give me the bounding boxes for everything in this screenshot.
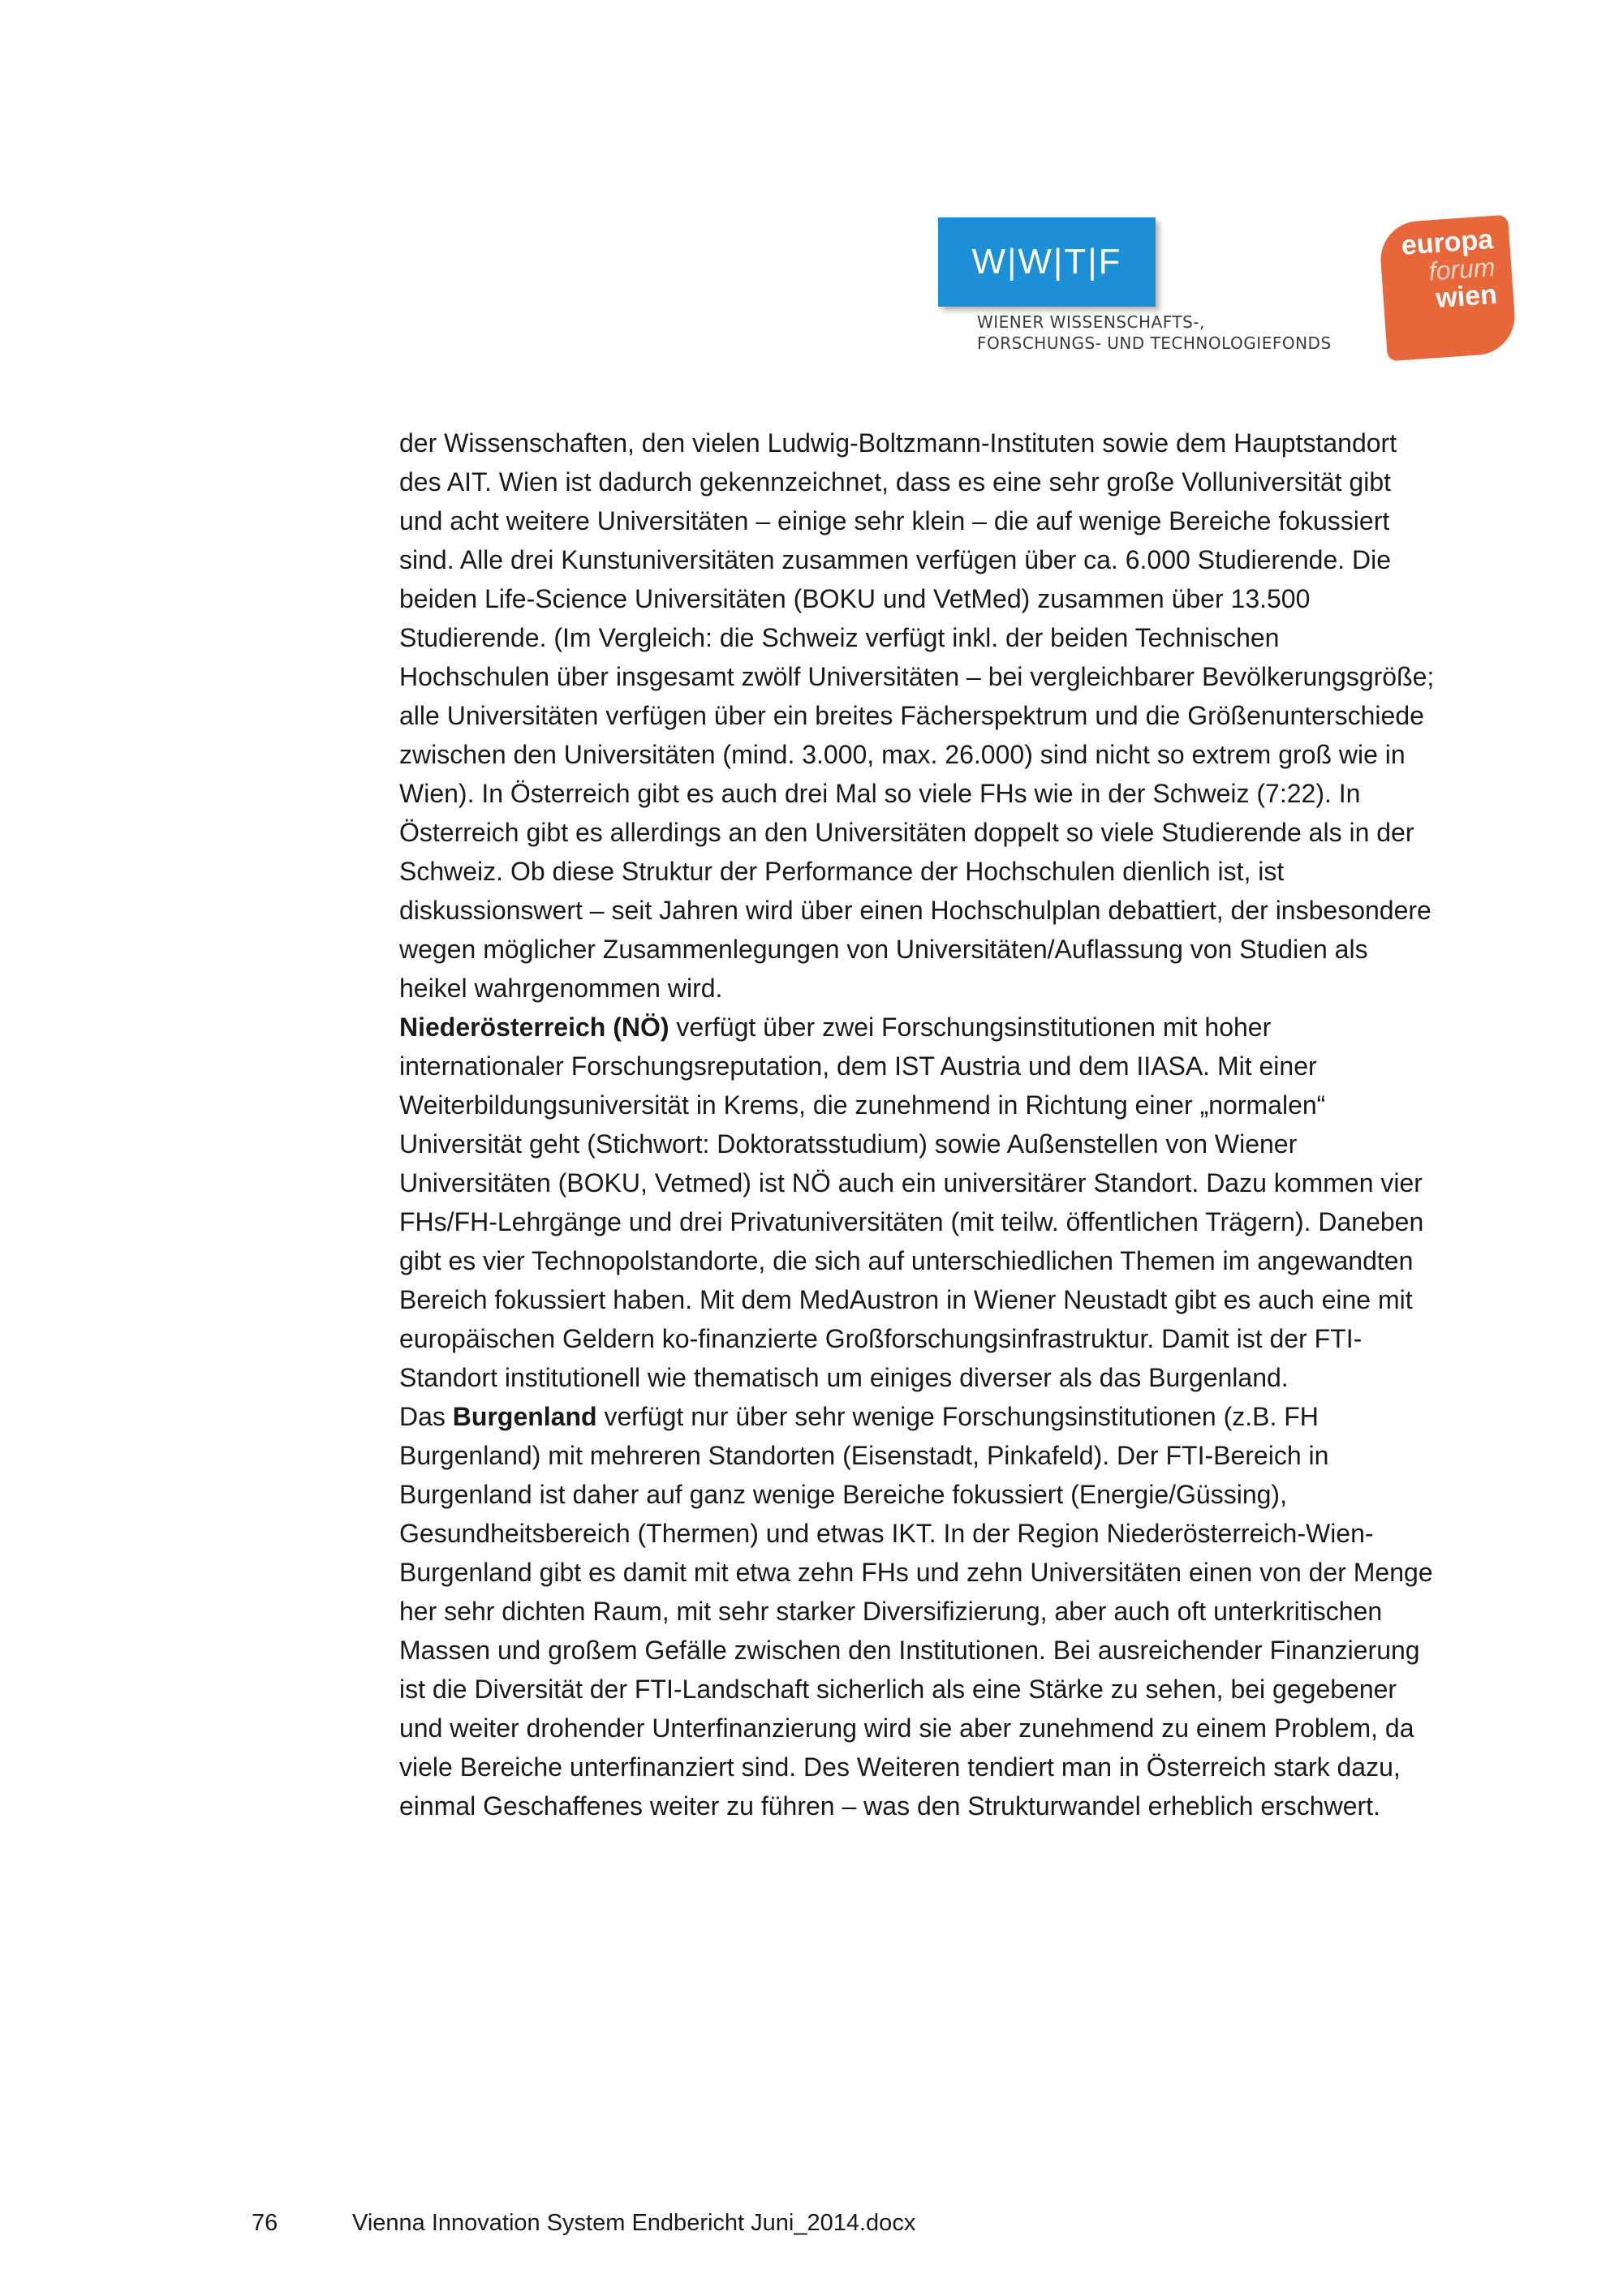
text-line: Burgenland gibt es damit mit etwa zehn FHs und zehn Universitäten einen von der Menge [399,1558,1433,1587]
text-line: einmal Geschaffenes weiter zu führen – was den Strukturwandel erheblich erschwert. [399,1791,1380,1821]
text-line: wegen möglicher Zusammenlegungen von Universitäten/Auflassung von Studien als [399,935,1368,964]
europa-forum-wien-logo-text [1400,223,1499,315]
page-number: 76 [252,2210,278,2236]
text-line: Massen und großem Gefälle zwischen den Institutionen. Bei ausreichender Finanzierung [399,1636,1420,1665]
text-line: zwischen den Universitäten (mind. 3.000, max. 26.000) sind nicht so extrem groß wie in [399,740,1406,769]
bold-term-burgenland: Burgenland [452,1402,597,1431]
text-line: Universität geht (Stichwort: Doktoratsstudium) sowie Außenstellen von Wiener [399,1129,1298,1159]
text-line [399,1397,1561,1436]
text-line: europäischen Geldern ko-finanzierte Großforschungsinfrastruktur. Damit ist der FTI- [399,1324,1363,1353]
text-line: Universitäten (BOKU, Vetmed) ist NÖ auch ein universitärer Standort. Dazu kommen vier [399,1168,1423,1197]
text-span: verfügt über zwei Forschungsinstitutionen mit hoher [669,1013,1272,1042]
text-line: alle Universitäten verfügen über ein breites Fächerspektrum und die Größenunterschiede [399,701,1424,730]
text-line: Österreich gibt es allerdings an den Universitäten doppelt so viele Studierende als in der [399,818,1414,847]
wwtf-logo-box [938,217,1156,307]
text-line: gibt es vier Technopolstandorte, die sich auf unterschiedlichen Themen im angewandten [399,1246,1414,1275]
paragraph-niederoesterreich [399,1008,1561,1397]
text-span: Das [399,1402,453,1431]
europa-forum-wien-logo [1378,215,1517,362]
document-title: Vienna Innovation System Endbericht Juni_2014.docx [352,2210,916,2236]
paragraph-wien [399,424,1561,1008]
text-line: ist die Diversität der FTI-Landschaft sicherlich als eine Stärke zu sehen, bei gegebener [399,1675,1397,1704]
wwtf-logo [938,217,1360,363]
text-line [399,1008,1561,1047]
text-line: FHs/FH-Lehrgänge und drei Privatuniversitäten (mit teilw. öffentlichen Trägern). Daneben [399,1207,1424,1236]
text-line: Bereich fokussiert haben. Mit dem MedAustron in Wiener Neustadt gibt es auch eine mit [399,1285,1413,1314]
text-span: verfügt nur über sehr wenige Forschungsinstitutionen (z.B. FH [596,1402,1319,1431]
text-line: Hochschulen über insgesamt zwölf Universitäten – bei vergleichbarer Bevölkerungsgröße; [399,662,1435,691]
text-line: her sehr dichten Raum, mit sehr starker Diversifizierung, aber auch oft unterkritischen [399,1597,1383,1626]
text-line: beiden Life-Science Universitäten (BOKU und VetMed) zusammen über 13.500 [399,584,1311,613]
bold-term-noe: Niederösterreich (NÖ) [399,1013,669,1042]
text-line: und acht weitere Universitäten – einige sehr klein – die auf wenige Bereiche fokussiert [399,506,1390,535]
text-line: diskussionswert – seit Jahren wird über einen Hochschulplan debattiert, der insbesondere [399,896,1431,925]
text-line: heikel wahrgenommen wird. [399,974,723,1003]
text-line: Wien). In Österreich gibt es auch drei Mal so viele FHs wie in der Schweiz (7:22). In [399,779,1361,808]
europa-logo-word-3: wien [1434,278,1499,315]
text-line: der Wissenschaften, den vielen Ludwig-Boltzmann-Instituten sowie dem Hauptstandort [399,428,1397,458]
wwtf-logo-caption [977,312,1332,354]
wwtf-caption-line-1: WIENER WISSENSCHAFTS-, [977,312,1205,332]
wwtf-logo-mark: W|W|T|F [971,242,1122,282]
text-line: internationaler Forschungsreputation, dem IST Austria und dem IIASA. Mit einer [399,1051,1317,1081]
paragraph-burgenland [399,1397,1561,1825]
wwtf-caption-line-2: FORSCHUNGS- UND TECHNOLOGIEFONDS [977,333,1332,353]
text-line: Studierende. (Im Vergleich: die Schweiz verfügt inkl. der beiden Technischen [399,623,1280,652]
europa-logo-word-2: forum [1427,252,1496,286]
text-line: Burgenland ist daher auf ganz wenige Bereiche fokussiert (Energie/Güssing), [399,1480,1287,1509]
text-line: des AIT. Wien ist dadurch gekennzeichnet, dass es eine sehr große Volluniversität gibt [399,467,1392,497]
text-line: und weiter drohender Unterfinanzierung wird sie aber zunehmend zu einem Problem, da [399,1713,1414,1743]
europa-logo-word-1: europa [1400,223,1495,261]
text-line: sind. Alle drei Kunstuniversitäten zusammen verfügen über ca. 6.000 Studierende. Die [399,545,1392,574]
text-line: Burgenland) mit mehreren Standorten (Eisenstadt, Pinkafeld). Der FTI-Bereich in [399,1441,1329,1470]
text-line: viele Bereiche unterfinanziert sind. Des Weiteren tendiert man in Österreich stark dazu, [399,1752,1401,1782]
text-line: Gesundheitsbereich (Thermen) und etwas IKT. In der Region Niederösterreich-Wien- [399,1519,1374,1548]
text-line: Weiterbildungsuniversität in Krems, die zunehmend in Richtung einer „normalen“ [399,1090,1326,1120]
text-line: Standort institutionell wie thematisch um einiges diverser als das Burgenland. [399,1363,1289,1392]
body-text [399,424,1561,1825]
text-line: Schweiz. Ob diese Struktur der Performance der Hochschulen dienlich ist, ist [399,857,1285,886]
